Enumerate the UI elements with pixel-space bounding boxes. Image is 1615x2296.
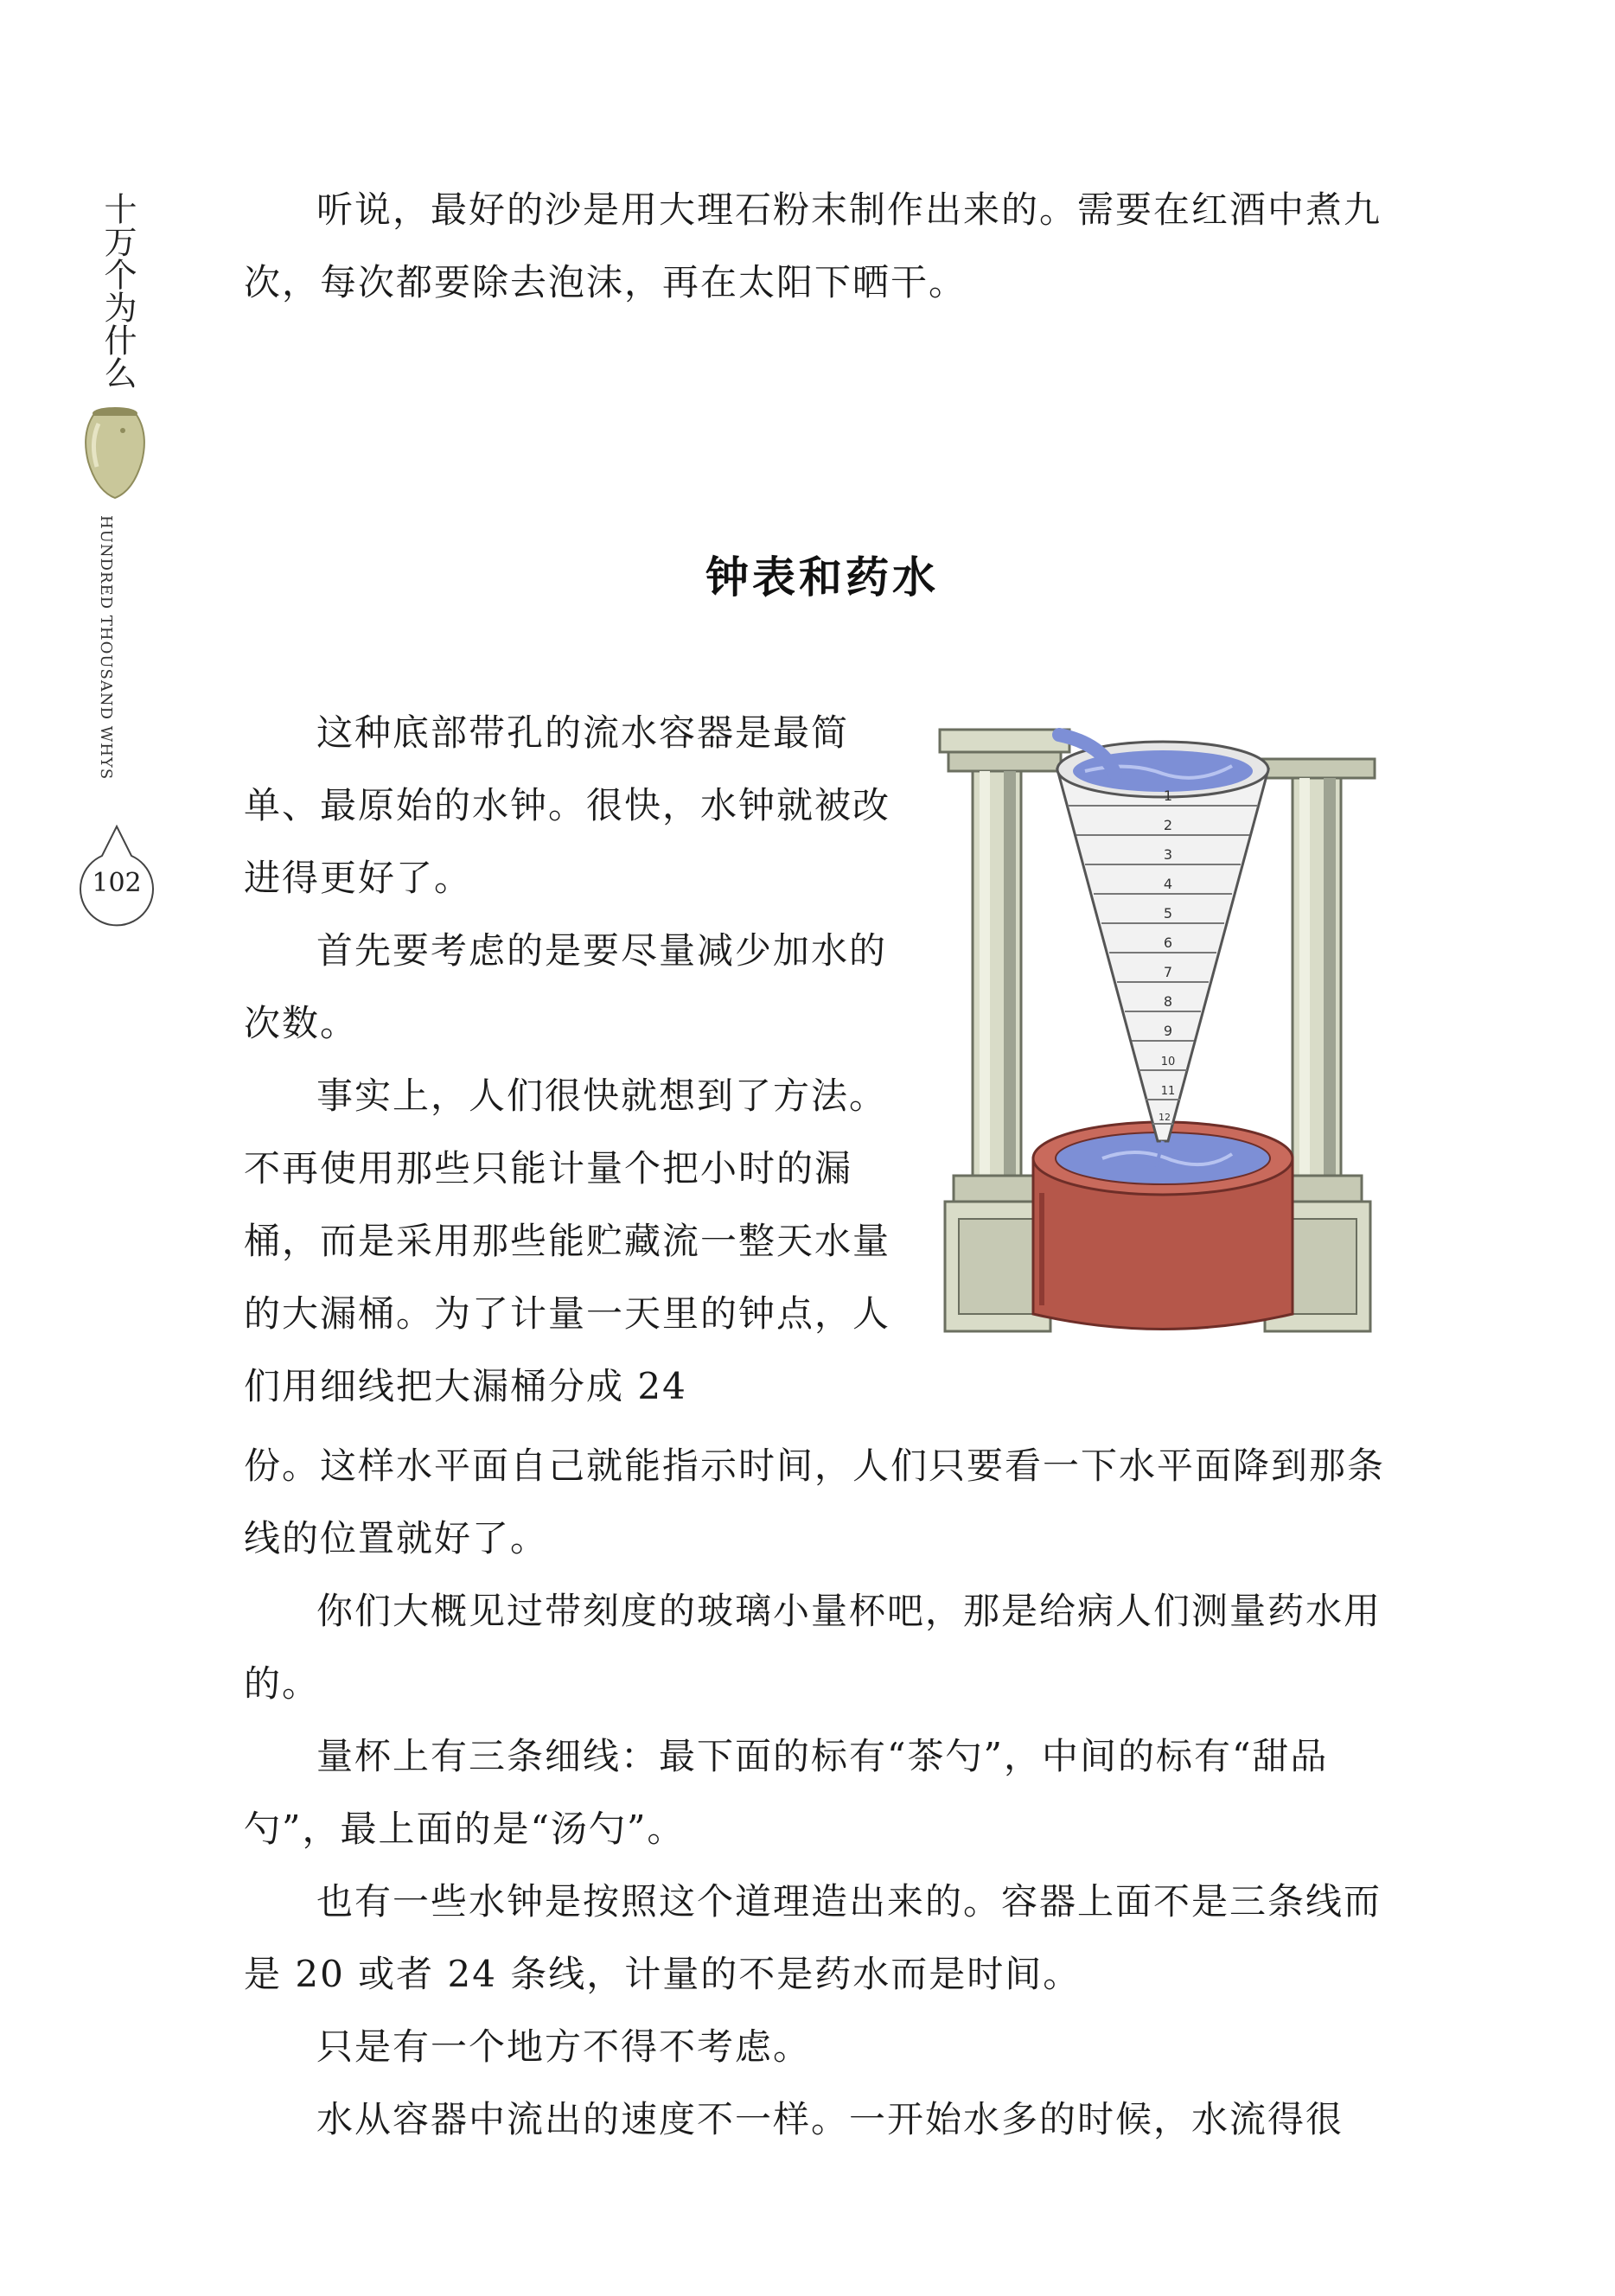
scale-number: 11 bbox=[1160, 1085, 1176, 1098]
page-badge bbox=[69, 821, 164, 934]
cone-vessel bbox=[1057, 735, 1268, 1167]
paragraph: 首先要考虑的是要尽量减少加水的次数。 bbox=[244, 929, 888, 1044]
scale-number: 4 bbox=[1163, 876, 1173, 892]
book-subtitle-vertical: HUNDRED THOUSAND WHYS bbox=[97, 515, 115, 781]
scale-number: 3 bbox=[1163, 846, 1173, 863]
water-clock-illustration bbox=[929, 709, 1405, 1366]
paragraph: 量杯上有三条细线：最下面的标有“茶勺”，中间的标有“甜品勺”，最上面的是“汤勺”。 bbox=[244, 1735, 1329, 1850]
scale-number: 12 bbox=[1159, 1112, 1171, 1123]
paragraph: 只是有一个地方不得不考虑。 bbox=[316, 2025, 812, 2068]
paragraph: 你们大概见过带刻度的玻璃小量杯吧，那是给病人们测量药水用的。 bbox=[244, 1590, 1382, 1705]
text-block-wrap bbox=[244, 697, 901, 1423]
text-block-full bbox=[244, 1430, 1401, 2156]
paragraph: 份。这样水平面自己就能指示时间，人们只要看一下水平面降到那条线的位置就好了。 bbox=[244, 1445, 1386, 1559]
paragraph: 也有一些水钟是按照这个道理造出来的。容器上面不是三条线而是 20 或者 24 条线，计量的不是药水而是时间。 bbox=[244, 1880, 1382, 1995]
paragraph: 听说，最好的沙是用大理石粉末制作出来的。需要在红酒中煮九次，每次都要除去泡沫，再在太阳下晒干。 bbox=[244, 188, 1382, 303]
paragraph: 这种底部带孔的流水容器是最简单、最原始的水钟。很快，水钟就被改进得更好了。 bbox=[244, 711, 891, 899]
scale-number: 9 bbox=[1163, 1023, 1173, 1039]
scale-number: 1 bbox=[1163, 788, 1173, 804]
scale-number: 10 bbox=[1160, 1056, 1176, 1068]
section-heading: 钟表和药水 bbox=[705, 552, 939, 603]
paragraph: 事实上，人们很快就想到了方法。不再使用那些只能计量个把小时的漏桶，而是采用那些能贮藏流一整天水量的大漏桶。为了计量一天里的钟点，人们用细线把大漏桶分成 24 bbox=[244, 1075, 891, 1407]
text-block-top bbox=[244, 174, 1401, 319]
book-title-vertical: 十万个为什么 bbox=[99, 192, 137, 389]
scale-number: 7 bbox=[1163, 964, 1173, 980]
scale-number: 2 bbox=[1163, 817, 1173, 833]
scale-number: 5 bbox=[1163, 905, 1173, 922]
scale-number: 8 bbox=[1163, 993, 1173, 1010]
scale-number: 6 bbox=[1163, 934, 1173, 951]
paragraph: 水从容器中流出的速度不一样。一开始水多的时候，水流得很 bbox=[316, 2098, 1344, 2140]
vase-icon bbox=[78, 405, 152, 501]
page-number: 102 bbox=[92, 868, 142, 898]
basin bbox=[1033, 1122, 1293, 1330]
